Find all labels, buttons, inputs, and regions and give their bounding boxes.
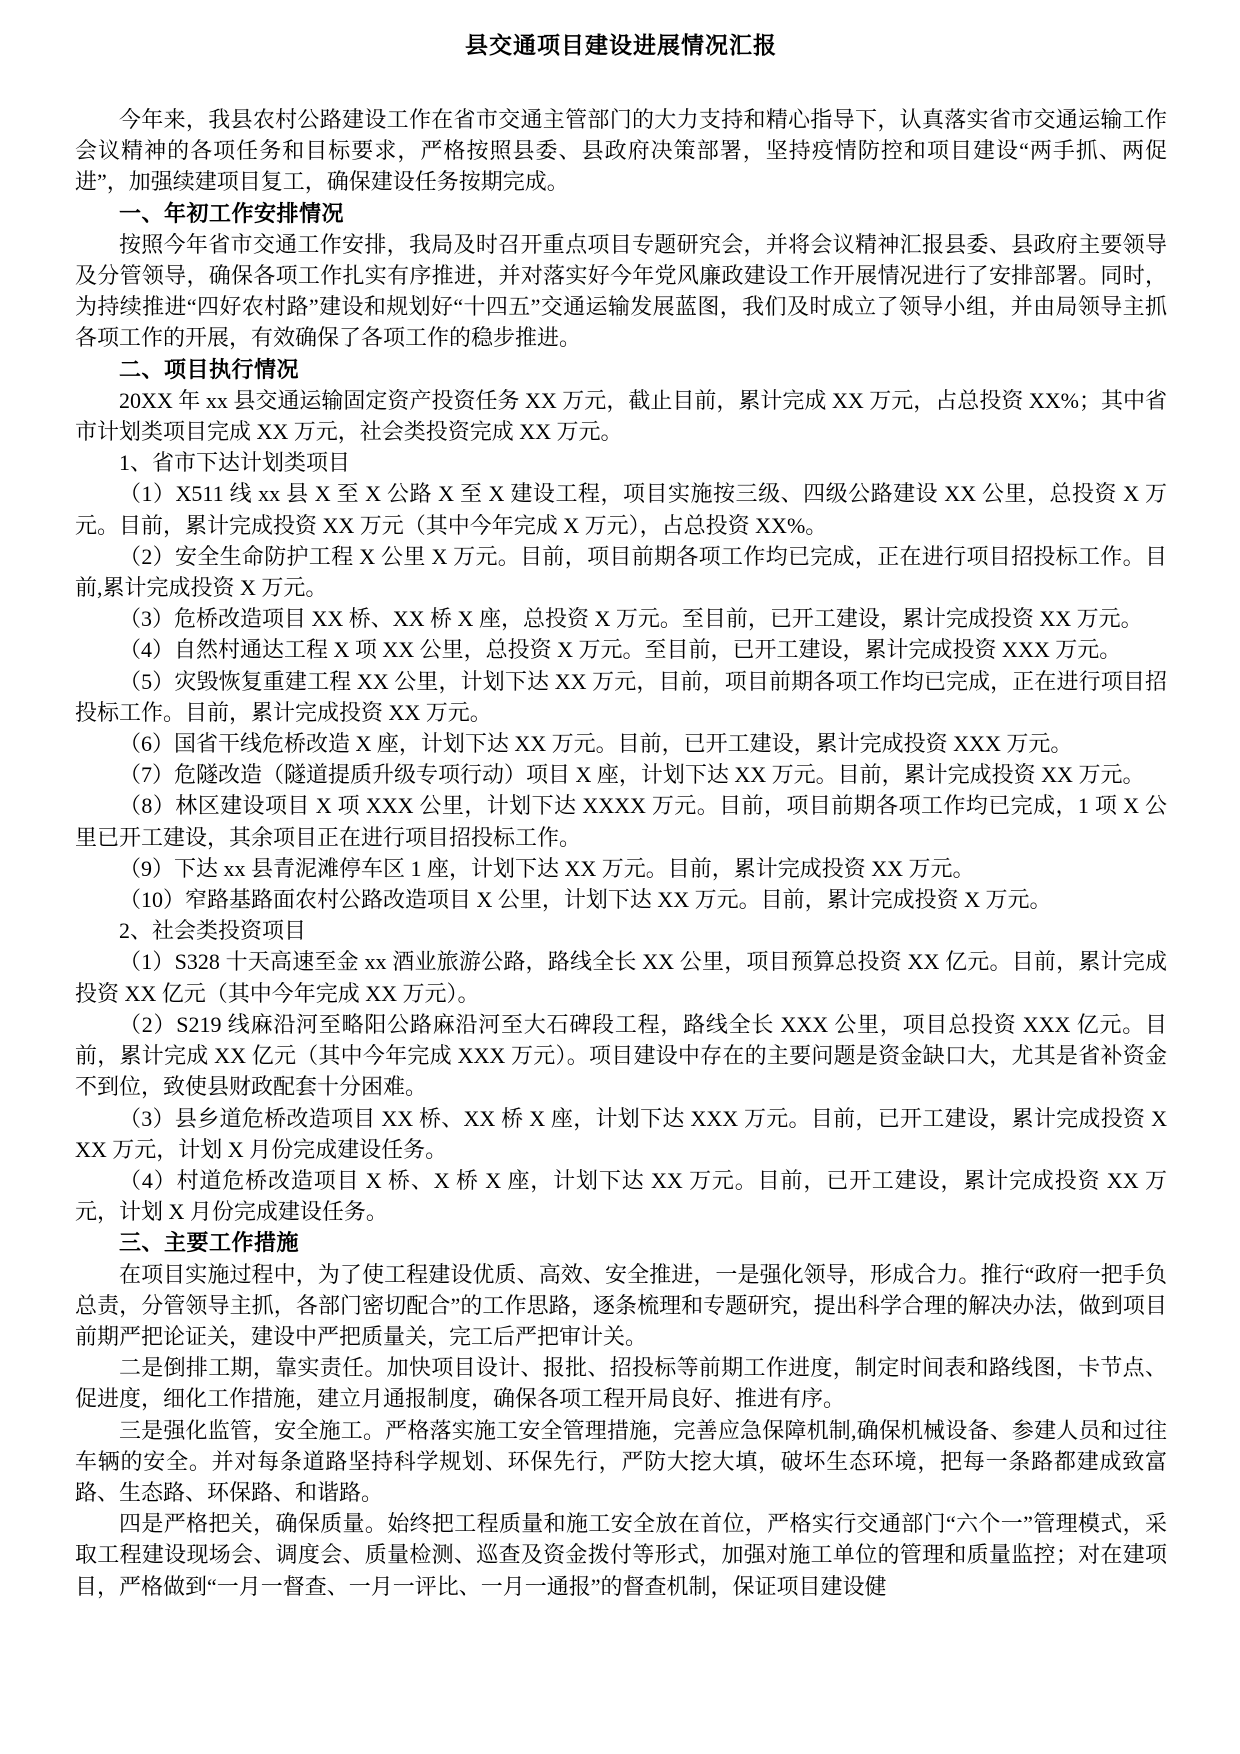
paragraph: 三是强化监管，安全施工。严格落实施工安全管理措施，完善应急保障机制,确保机械设备、参建人员和过往车辆的安全。并对每条道路坚持科学规划、环保先行，严防大挖大填，破坏生态环境，把每一条路都建成致富路、生态路、环保路、和谐路。 — [75, 1417, 1167, 1505]
list-item: （4）村道危桥改造项目 X 桥、X 桥 X 座，计划下达 XX 万元。目前，已开工建设，累计完成投资 XX 万元，计划 X 月份完成建设任务。 — [75, 1167, 1167, 1225]
list-item: （10）窄路基路面农村公路改造项目 X 公里，计划下达 XX 万元。目前，累计完成投资 X 万元。 — [119, 887, 1052, 913]
list-item: （3）危桥改造项目 XX 桥、XX 桥 X 座，总投资 X 万元。至目前，已开工建设，累计完成投资 XX 万元。 — [119, 606, 1143, 632]
document-title: 县交通项目建设进展情况汇报 — [465, 33, 777, 58]
list-item: （2）S219 线麻沿河至略阳公路麻沿河至大石碑段工程，路线全长 XXX 公里，项目总投资 XXX 亿元。目前，累计完成 XX 亿元（其中今年完成 XXX 万元）。项目建设中存在的主要问题是资金缺口大，尤其是省补资金不到位，致使县财政配套十分困难。 — [75, 1011, 1167, 1100]
paragraph: 二是倒排工期，靠实责任。加快项目设计、报批、招投标等前期工作进度，制定时间表和路线图，卡节点、促进度，细化工作措施，建立月通报制度，确保各项工程开局良好、推进有序。 — [75, 1355, 1167, 1412]
paragraph: 按照今年省市交通工作安排，我局及时召开重点项目专题研究会，并将会议精神汇报县委、县政府主要领导及分管领导，确保各项工作扎实有序推进，并对落实好今年党风廉政建设工作开展情况进行了安排部署。同时，为持续推进“四好农村路”建设和规划好“十四五”交通运输发展蓝图，我们及时成立了领导小组，并由局领导主抓各项工作的开展，有效确保了各项工作的稳步推进。 — [75, 231, 1167, 351]
list-item: （3）县乡道危桥改造项目 XX 桥、XX 桥 X 座，计划下达 XXX 万元。目前，已开工建设，累计完成投资 XXX 万元，计划 X 月份完成建设任务。 — [75, 1105, 1167, 1162]
list-item: （1）X511 线 xx 县 X 至 X 公路 X 至 X 建设工程，项目实施按三级、四级公路建设 XX 公里，总投资 X 万元。目前，累计完成投资 XX 万元（其中今年完成 X 万元），占总投资 XX%。 — [75, 481, 1167, 538]
list-heading-planned-projects: 1、省市下达计划类项目 — [119, 450, 351, 476]
section-heading-1: 一、年初工作安排情况 — [119, 200, 345, 226]
list-item: （8）林区建设项目 X 项 XXX 公里，计划下达 XXXX 万元。目前，项目前期各项工作均已完成，1 项 X 公里已开工建设，其余项目正在进行项目招投标工作。 — [75, 793, 1167, 850]
paragraph: 在项目实施过程中，为了使工程建设优质、高效、安全推进，一是强化领导，形成合力。推行“政府一把手负总责，分管领导主抓，各部门密切配合”的工作思路，逐条梳理和专题研究，提出科学合理的解决办法，做到项目前期严把论证关，建设中严把质量关，完工后严把审计关。 — [75, 1261, 1167, 1349]
paragraph-intro: 今年来，我县农村公路建设工作在省市交通主管部门的大力支持和精心指导下，认真落实省市交通运输工作会议精神的各项任务和目标要求，严格按照县委、县政府决策部署，坚持疫情防控和项目建设“两手抓、两促进”，加强续建项目复工，确保建设任务按期完成。 — [75, 107, 1167, 195]
list-item: （1）S328 十天高速至金 xx 酒业旅游公路，路线全长 XX 公里，项目预算总投资 XX 亿元。目前，累计完成投资 XX 亿元（其中今年完成 XX 万元）。 — [75, 949, 1167, 1006]
list-item: （4）自然村通达工程 X 项 XX 公里，总投资 X 万元。至目前，已开工建设，累计完成投资 XXX 万元。 — [119, 637, 1122, 663]
list-item: （2）安全生命防护工程 X 公里 X 万元。目前，项目前期各项工作均已完成，正在进行项目招投标工作。目前,累计完成投资 X 万元。 — [75, 543, 1167, 601]
list-item: （6）国省干线危桥改造 X 座，计划下达 XX 万元。目前，已开工建设，累计完成投资 XXX 万元。 — [119, 731, 1073, 757]
section-heading-2: 二、项目执行情况 — [119, 356, 300, 382]
list-item: （9）下达 xx 县青泥滩停车区 1 座，计划下达 XX 万元。目前，累计完成投资 XX 万元。 — [119, 855, 975, 881]
paragraph: 四是严格把关，确保质量。始终把工程质量和施工安全放在首位，严格实行交通部门“六个一”管理模式，采取工程建设现场会、调度会、质量检测、巡查及资金拨付等形式，加强对施工单位的管理和质量监控；对在建项目，严格做到“一月一督查、一月一评比、一月一通报”的督查机制，保证项目建设健 — [75, 1511, 1167, 1599]
list-item: （5）灾毁恢复重建工程 XX 公里，计划下达 XX 万元，目前，项目前期各项工作均已完成，正在进行项目招投标工作。目前，累计完成投资 XX 万元。 — [75, 668, 1167, 725]
section-heading-3: 三、主要工作措施 — [119, 1230, 300, 1256]
paragraph: 20XX 年 xx 县交通运输固定资产投资任务 XX 万元，截止目前，累计完成 XX 万元，占总投资 XX%；其中省市计划类项目完成 XX 万元，社会类投资完成 XX 万元。 — [75, 387, 1167, 445]
list-item: （7）危隧改造（隧道提质升级专项行动）项目 X 座，计划下达 XX 万元。目前，累计完成投资 XX 万元。 — [119, 762, 1145, 788]
list-heading-social-investment: 2、社会类投资项目 — [119, 918, 307, 944]
